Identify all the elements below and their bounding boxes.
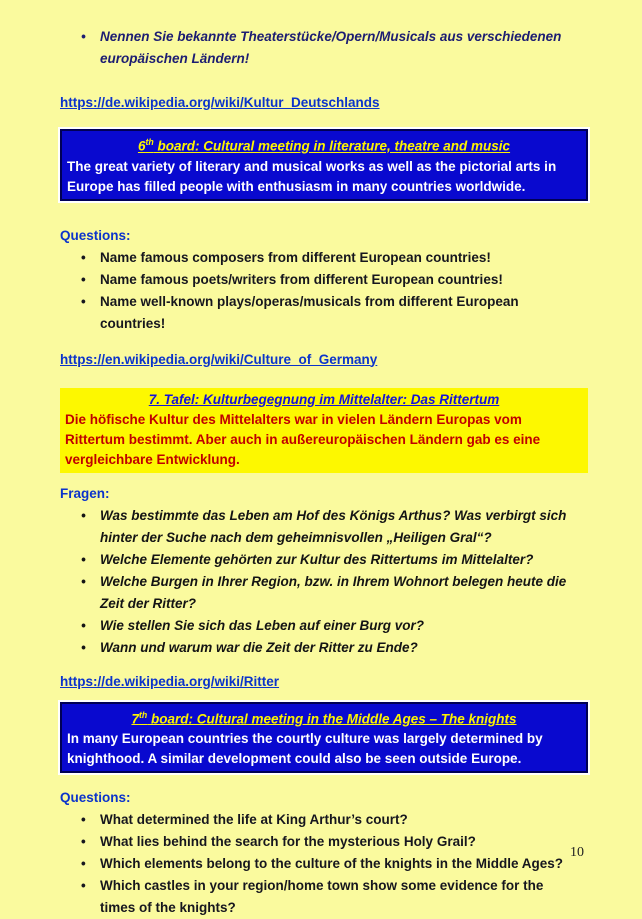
list-item: • Welche Burgen in Ihrer Region, bzw. in Ihrem Wohnort belegen heute die Zeit der Ritter? [60,571,578,615]
link-ritter[interactable]: https://de.wikipedia.org/wiki/Ritter [60,673,280,689]
list-item: • What lies behind the search for the mysterious Holy Grail? [60,831,578,853]
link-row [60,92,588,113]
list-item: • Which elements belong to the culture of the knights in the Middle Ages? [60,853,578,875]
list-item: • Name well-known plays/operas/musicals from different European countries! [60,291,578,335]
link-row [60,349,588,370]
board6-title-text: board: Cultural meeting in literature, theatre and music [153,138,511,154]
list-item: • Nennen Sie bekannte Theaterstücke/Opern/Musicals aus verschiedenen europäischen Ländern! [60,26,578,70]
page-number: 10 [570,845,584,860]
list-item: • What determined the life at King Arthur’s court? [60,809,578,831]
tafel7-banner-body: Die höfische Kultur des Mittelalters war in vielen Ländern Europas vom Rittertum bestimmt. Aber auch in außereuropäischen Ländern gab es eine vergleichbare Entwicklung. [65,411,541,467]
board6-ordinal: th [145,137,154,147]
intro-bullet-list [60,26,588,70]
link-culture-of-germany[interactable]: https://en.wikipedia.org/wiki/Culture_of_Germany [60,351,378,367]
list-item: • Was bestimmte das Leben am Hof des Königs Arthus? Was verbirgt sich hinter der Suche nach dem geheimnisvollen „Heiligen Gral“? [60,505,578,549]
board6-number: 6 [137,138,146,154]
board6-banner [60,129,588,201]
board6-questions-list [60,247,588,335]
board7-banner-body: In many European countries the courtly culture was largely determined by knighthood. A similar development could also be seen outside Europe. [67,731,543,766]
board7-questions-label: Questions: [60,790,131,805]
list-item: • Which castles in your region/home town show some evidence for the times of the knights? [60,875,578,919]
list-item: • Wann und warum war die Zeit der Ritter zu Ende? [60,637,578,659]
list-item: • Wie stellen Sie sich das Leben auf einer Burg vor? [60,615,578,637]
tafel7-banner-title: 7. Tafel: Kulturbegegnung im Mittelalter: Das Rittertum [148,391,500,407]
list-item: • Name famous poets/writers from different European countries! [60,269,578,291]
tafel7-questions-list [60,505,588,659]
link-row [60,671,588,692]
list-item: • Name famous composers from different European countries! [60,247,578,269]
board7-questions-list [60,809,588,919]
board6-banner-title [67,132,581,157]
board7-number: 7 [131,711,139,726]
board7-banner-title [67,705,581,730]
list-item: • Welche Elemente gehörten zur Kultur des Rittertums im Mittelalter? [60,549,578,571]
board7-title-text: board: Cultural meeting in the Middle Ages – The knights [147,711,517,726]
board6-questions-label: Questions: [60,227,131,243]
board7-ordinal: th [138,709,148,720]
board7-banner [60,702,588,774]
tafel7-banner [60,388,588,473]
link-kultur-deutschlands[interactable]: https://de.wikipedia.org/wiki/Kultur_Deutschlands [60,95,380,110]
tafel7-questions-label: Fragen: [60,485,110,501]
board6-banner-body: The great variety of literary and musical works as well as the pictorial arts in Europe has filled people with enthusiasm in many countries worldwide. [67,158,557,194]
